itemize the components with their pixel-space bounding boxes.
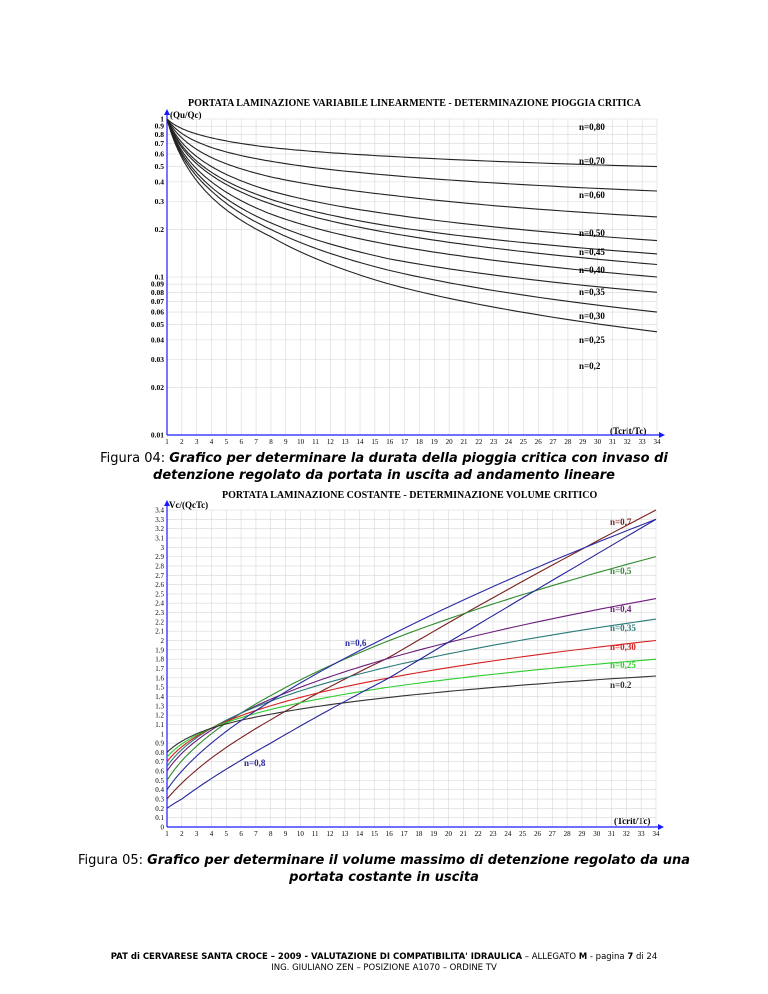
chart-title: PORTATA LAMINAZIONE VARIABILE LINEARMENTE - DETERMINAZIONE PIOGGIA CRITICA bbox=[188, 98, 641, 109]
x-tick-label: 7 bbox=[254, 830, 258, 838]
series-line bbox=[167, 519, 656, 808]
series-line bbox=[167, 119, 657, 217]
y-tick-label: 0.8 bbox=[155, 748, 164, 757]
x-tick-label: 10 bbox=[296, 830, 304, 838]
y-tick-label: 0.04 bbox=[150, 335, 164, 345]
x-tick-label: 25 bbox=[519, 438, 527, 446]
x-tick-label: 15 bbox=[370, 830, 378, 838]
series-label: n=0,35 bbox=[579, 287, 605, 297]
x-tick-labels bbox=[165, 438, 661, 446]
y-tick-label: 0.09 bbox=[150, 279, 164, 289]
figure-04-caption bbox=[60, 450, 708, 484]
grid bbox=[167, 510, 656, 827]
x-tick-label: 9 bbox=[284, 438, 288, 446]
y-tick-label: 2.4 bbox=[155, 599, 164, 608]
chart-volume-critico bbox=[0, 484, 768, 840]
caption-label: Figura 04: bbox=[100, 451, 166, 466]
y-tick-label: 1.6 bbox=[155, 674, 164, 683]
series-label: n=0,4 bbox=[610, 604, 632, 614]
series-line bbox=[167, 119, 657, 332]
y-tick-label: 0.7 bbox=[154, 138, 164, 148]
y-tick-label: 0.8 bbox=[154, 129, 164, 139]
x-tick-label: 29 bbox=[578, 830, 586, 838]
x-tick-label: 20 bbox=[445, 438, 453, 446]
x-tick-label: 1 bbox=[165, 438, 169, 446]
series-label: n=0,40 bbox=[579, 265, 605, 275]
y-tick-label: 1 bbox=[160, 114, 164, 124]
x-tick-label: 30 bbox=[594, 438, 602, 446]
series-line bbox=[167, 676, 656, 752]
x-tick-label: 18 bbox=[415, 830, 423, 838]
series-label: n=0,70 bbox=[579, 156, 605, 166]
y-tick-label: 0.4 bbox=[155, 786, 164, 795]
x-tick-label: 25 bbox=[519, 830, 527, 838]
x-tick-label: 5 bbox=[224, 830, 229, 838]
x-tick-label: 6 bbox=[239, 830, 243, 838]
y-tick-label: 0.6 bbox=[155, 767, 164, 776]
x-tick-label: 33 bbox=[638, 438, 646, 446]
x-tick-label: 27 bbox=[549, 438, 557, 446]
x-tick-label: 33 bbox=[637, 830, 645, 838]
y-tick-label: 0.08 bbox=[150, 287, 164, 297]
x-tick-label: 15 bbox=[371, 438, 379, 446]
x-tick-label: 11 bbox=[311, 830, 319, 838]
caption-text: Grafico per determinare la durata della pioggia critica con invaso di detenzione regolato da portata in uscita ad andamento lineare bbox=[153, 451, 668, 483]
y-tick-label: 0.07 bbox=[150, 296, 164, 306]
y-tick-label: 0.6 bbox=[154, 149, 164, 159]
footer-attachment-prefix: – ALLEGATO bbox=[522, 952, 579, 962]
y-tick-label: 1.1 bbox=[155, 720, 164, 729]
x-tick-label: 18 bbox=[415, 438, 423, 446]
x-tick-label: 23 bbox=[489, 830, 497, 838]
x-tick-label: 32 bbox=[622, 830, 630, 838]
x-tick-label: 26 bbox=[533, 830, 541, 838]
y-tick-label: 0.1 bbox=[154, 272, 164, 282]
series-label: n=0,8 bbox=[244, 758, 266, 768]
y-tick-label: 0.9 bbox=[155, 739, 164, 748]
y-tick-label: 1.9 bbox=[155, 646, 164, 655]
footer-line-1 bbox=[0, 952, 768, 963]
footer-page-prefix: - pagina bbox=[587, 952, 628, 962]
x-axis-label: (Tcrit/Tc) bbox=[614, 816, 651, 826]
y-tick-label: 0.5 bbox=[155, 776, 164, 785]
x-tick-label: 3 bbox=[194, 438, 199, 446]
y-tick-label: 0.06 bbox=[150, 307, 164, 317]
y-tick-label: 1 bbox=[160, 730, 164, 739]
x-tick-label: 12 bbox=[326, 438, 334, 446]
y-tick-label: 2.2 bbox=[155, 618, 164, 627]
x-tick-label: 7 bbox=[254, 438, 258, 446]
x-tick-label: 8 bbox=[268, 830, 273, 838]
x-tick-label: 20 bbox=[445, 830, 453, 838]
figure-05-caption bbox=[60, 852, 708, 886]
y-tick-label: 0.05 bbox=[150, 320, 164, 330]
x-tick-label: 4 bbox=[209, 438, 214, 446]
caption-text: Grafico per determinare il volume massimo di detenzione regolato da una portata costante in uscita bbox=[147, 853, 690, 885]
x-tick-label: 30 bbox=[593, 830, 601, 838]
x-tick-label: 14 bbox=[356, 438, 364, 446]
y-tick-label: 3.2 bbox=[155, 525, 164, 534]
x-tick-label: 31 bbox=[608, 438, 616, 446]
series-line bbox=[167, 119, 657, 241]
series-label: n=0.2 bbox=[610, 680, 632, 690]
series-label: n=0,30 bbox=[610, 642, 636, 652]
x-tick-label: 2 bbox=[180, 830, 184, 838]
x-tick-label: 11 bbox=[312, 438, 319, 446]
caption-label: Figura 05: bbox=[78, 853, 143, 868]
series-lines bbox=[167, 119, 657, 332]
series-line bbox=[167, 519, 656, 789]
y-axis-label: (Qu/Qc) bbox=[170, 110, 202, 120]
y-tick-label: 3 bbox=[160, 543, 164, 552]
x-tick-label: 31 bbox=[608, 830, 616, 838]
x-tick-label: 16 bbox=[386, 438, 394, 446]
x-tick-label: 1 bbox=[165, 830, 169, 838]
y-tick-label: 0.1 bbox=[155, 814, 164, 823]
x-tick-label: 10 bbox=[297, 438, 305, 446]
series-label: n=0,7 bbox=[610, 517, 632, 527]
y-tick-label: 2.3 bbox=[155, 609, 164, 618]
x-tick-label: 26 bbox=[534, 438, 542, 446]
x-tick-label: 12 bbox=[326, 830, 334, 838]
x-tick-label: 32 bbox=[623, 438, 631, 446]
x-tick-label: 34 bbox=[653, 438, 661, 446]
x-tick-label: 4 bbox=[209, 830, 214, 838]
x-tick-label: 13 bbox=[341, 830, 349, 838]
y-tick-label: 0.02 bbox=[150, 382, 164, 392]
page-footer bbox=[0, 952, 768, 974]
chart-pioggia-critica bbox=[0, 96, 768, 452]
x-tick-label: 2 bbox=[180, 438, 184, 446]
y-tick-label: 1.2 bbox=[155, 711, 164, 720]
series-line bbox=[167, 510, 656, 799]
y-tick-label: 1.7 bbox=[155, 665, 164, 673]
x-tick-label: 17 bbox=[401, 438, 409, 446]
y-tick-label: 0.03 bbox=[150, 355, 164, 365]
y-tick-label: 0.5 bbox=[154, 162, 164, 172]
x-tick-label: 21 bbox=[460, 438, 468, 446]
y-tick-label: 2.1 bbox=[155, 627, 164, 636]
x-tick-label: 28 bbox=[564, 438, 572, 446]
y-tick-label: 2.5 bbox=[155, 590, 164, 599]
x-tick-label: 13 bbox=[341, 438, 349, 446]
y-tick-label: 0.9 bbox=[154, 121, 164, 131]
x-tick-label: 9 bbox=[283, 830, 288, 838]
x-tick-labels bbox=[165, 830, 660, 838]
x-tick-label: 16 bbox=[385, 830, 393, 838]
y-tick-labels bbox=[155, 507, 164, 832]
footer-page-total: di 24 bbox=[633, 952, 658, 962]
series-label: n=0,30 bbox=[579, 311, 605, 321]
y-tick-label: 3.3 bbox=[155, 515, 164, 524]
x-tick-label: 8 bbox=[269, 438, 273, 446]
y-tick-label: 2.8 bbox=[155, 562, 164, 571]
footer-line-2: ING. GIULIANO ZEN – POSIZIONE A1070 – ORDINE TV bbox=[271, 963, 497, 973]
y-tick-label: 0.01 bbox=[150, 430, 164, 440]
y-axis-label: Vc/(QcTc) bbox=[169, 500, 209, 510]
y-tick-label: 2.6 bbox=[155, 581, 164, 590]
footer-page-number: 7 bbox=[627, 952, 634, 962]
x-tick-label: 28 bbox=[563, 830, 571, 838]
x-tick-label: 3 bbox=[194, 830, 199, 838]
series-label: n=0,2 bbox=[579, 361, 601, 371]
y-tick-label: 0.3 bbox=[155, 795, 164, 804]
x-tick-label: 6 bbox=[239, 438, 243, 446]
x-tick-label: 14 bbox=[356, 830, 364, 838]
y-tick-label: 2.7 bbox=[155, 571, 164, 580]
y-tick-label: 3.1 bbox=[155, 534, 164, 543]
series-label: n=0,25 bbox=[579, 335, 605, 345]
y-tick-label: 0.3 bbox=[154, 197, 164, 207]
y-tick-label: 2.9 bbox=[155, 553, 164, 562]
x-tick-label: 19 bbox=[430, 438, 438, 446]
x-tick-label: 23 bbox=[490, 438, 498, 446]
y-tick-label: 0.4 bbox=[154, 177, 164, 187]
x-tick-label: 22 bbox=[475, 438, 483, 446]
x-tick-label: 22 bbox=[474, 830, 482, 838]
y-tick-label: 1.3 bbox=[155, 702, 164, 711]
grid bbox=[167, 119, 657, 435]
y-tick-label: 0.2 bbox=[155, 804, 164, 813]
y-tick-label: 2 bbox=[160, 637, 164, 646]
series-label: n=0,6 bbox=[345, 638, 367, 648]
series-label: n=0,45 bbox=[579, 247, 605, 257]
series-label: n=0,60 bbox=[579, 190, 605, 200]
series-label: n=0,80 bbox=[579, 122, 605, 132]
series-line bbox=[167, 641, 656, 762]
x-tick-label: 5 bbox=[224, 438, 229, 446]
series-label: n=0,5 bbox=[610, 566, 632, 576]
x-tick-label: 17 bbox=[400, 830, 408, 838]
chart-title: PORTATA LAMINAZIONE COSTANTE - DETERMINAZIONE VOLUME CRITICO bbox=[222, 490, 598, 501]
footer-title: PAT di CERVARESE SANTA CROCE – 2009 - VALUTAZIONE DI COMPATIBILITA' IDRAULICA bbox=[110, 952, 523, 962]
y-tick-label: 0.2 bbox=[154, 224, 164, 234]
series-line bbox=[167, 619, 656, 766]
x-tick-label: 19 bbox=[430, 830, 438, 838]
x-tick-label: 29 bbox=[579, 438, 587, 446]
y-tick-label: 3.4 bbox=[155, 506, 164, 515]
series-label: n=0,35 bbox=[610, 623, 636, 633]
x-tick-label: 27 bbox=[548, 830, 556, 838]
series-label: n=0,50 bbox=[579, 228, 605, 238]
y-tick-label: 1.8 bbox=[155, 655, 164, 664]
y-tick-label: 1.5 bbox=[155, 683, 164, 692]
x-tick-label: 21 bbox=[459, 830, 467, 838]
series-labels bbox=[244, 517, 636, 768]
series-line bbox=[167, 119, 657, 312]
x-tick-label: 34 bbox=[652, 830, 660, 838]
footer-attachment: M bbox=[578, 952, 588, 962]
x-tick-label: 24 bbox=[505, 438, 513, 446]
x-axis-label: (Tcrit/Tc) bbox=[610, 426, 647, 436]
y-tick-label: 0.7 bbox=[155, 758, 164, 767]
x-tick-label: 24 bbox=[504, 830, 512, 838]
y-tick-labels bbox=[151, 115, 164, 440]
series-label: n=0,25 bbox=[610, 660, 636, 670]
y-tick-label: 0 bbox=[160, 823, 164, 832]
y-tick-label: 1.4 bbox=[155, 692, 164, 701]
